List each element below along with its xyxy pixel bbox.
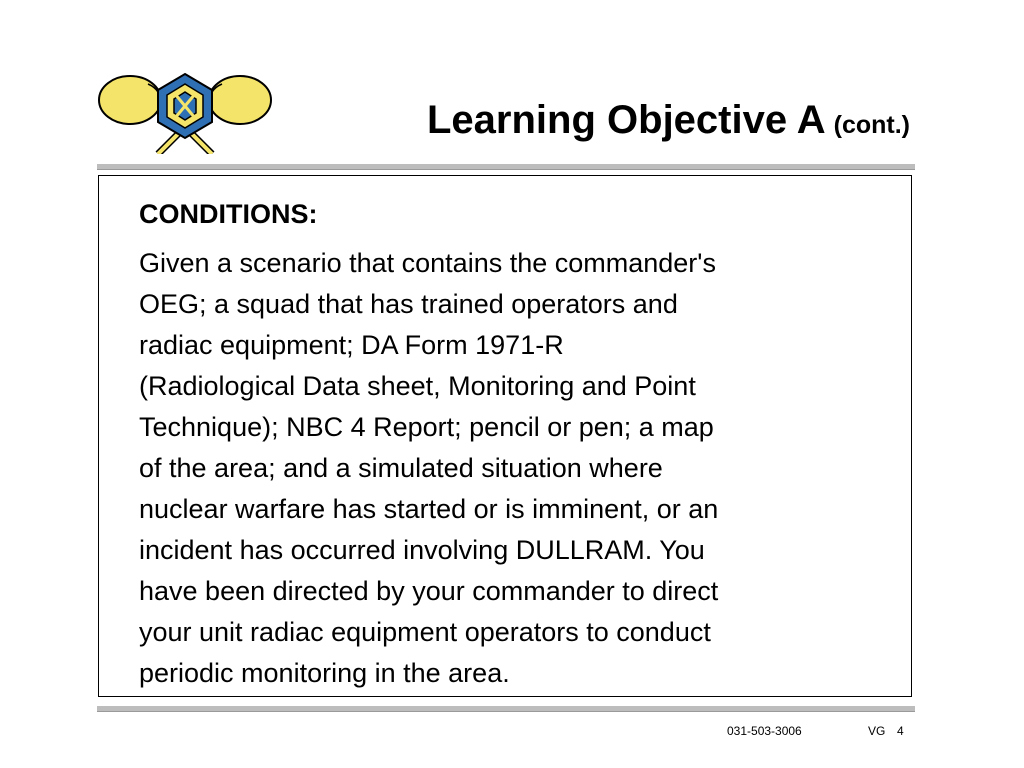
title-main: Learning Objective A xyxy=(427,98,826,142)
footer-course-code: 031-503-3006 xyxy=(727,724,802,738)
slide-title xyxy=(427,100,910,140)
conditions-body: Given a scenario that contains the commander's OEG; a squad that has trained operators and radiac equipment; DA Form 1971-R (Radiological Data sheet, Monitoring and Point Technique); NBC 4 Report; pencil or pen; a map of the area; and a simulated situation where nuclear warfare has started or is imminent, or an incident has occurred involving DULLRAM. You have been directed by your commander to direct your unit radiac equipment operators to conduct periodic monitoring in the area. xyxy=(139,248,719,688)
footer-page-number: 4 xyxy=(897,724,904,738)
title-suffix: (cont.) xyxy=(833,111,910,139)
bottom-divider xyxy=(97,706,915,712)
chemical-corps-insignia-icon xyxy=(96,70,274,154)
top-divider xyxy=(97,164,915,170)
content-box xyxy=(98,175,912,697)
conditions-heading: CONDITIONS: xyxy=(139,199,318,229)
footer-section: VG xyxy=(868,724,886,738)
